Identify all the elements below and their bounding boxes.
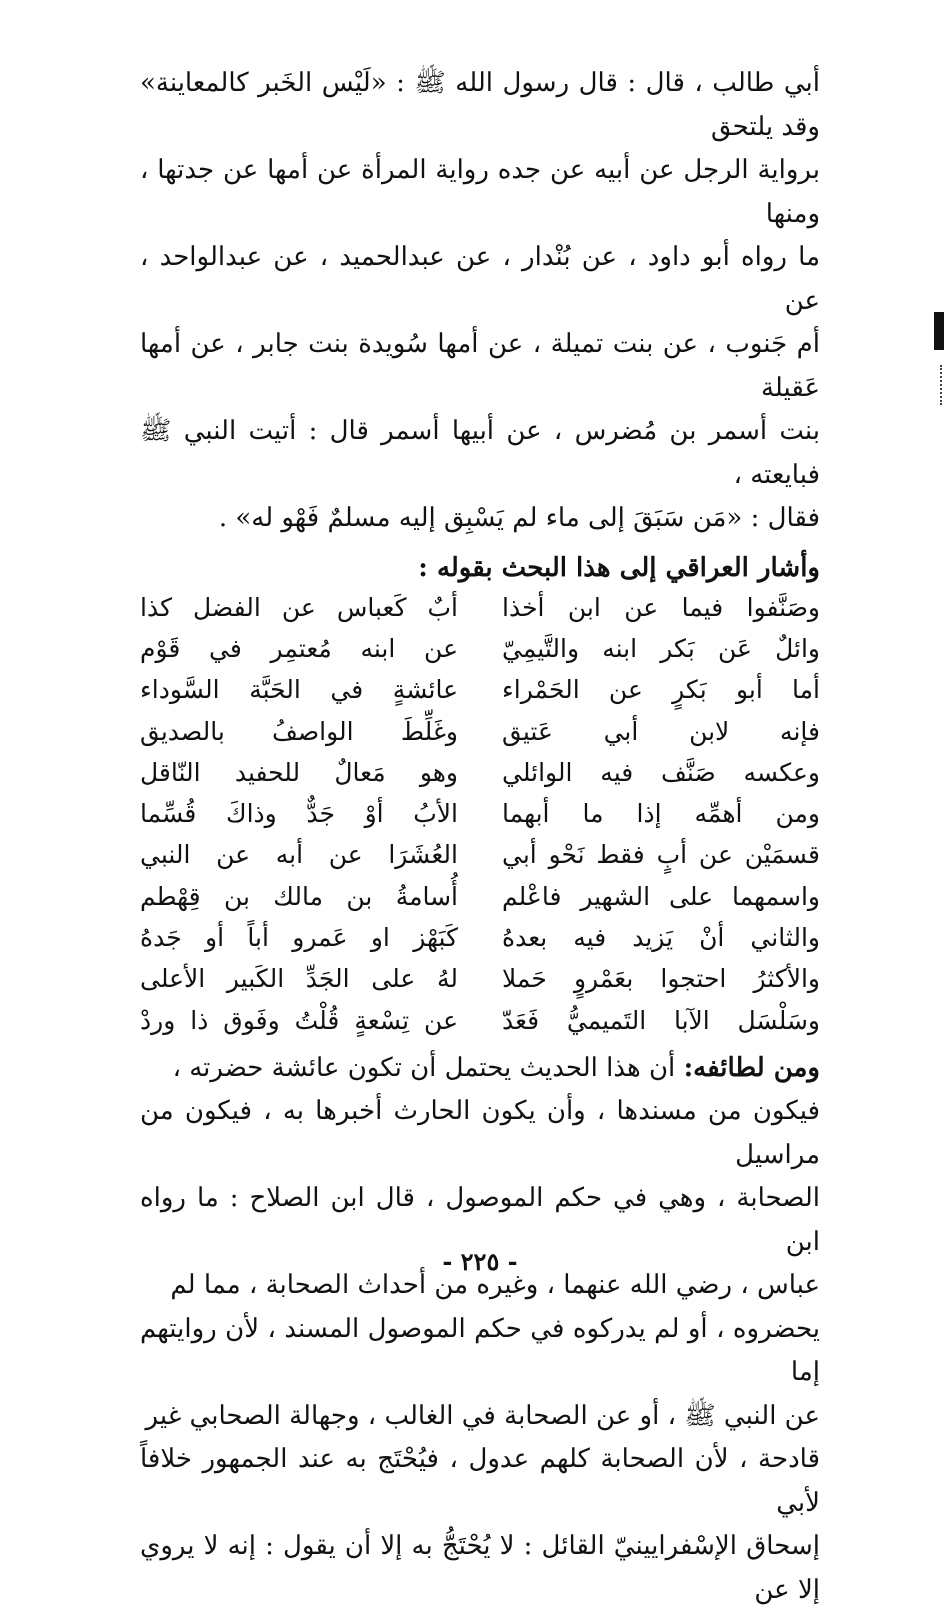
verse-row xyxy=(140,793,820,834)
paragraph-1 xyxy=(140,62,820,541)
section-heading: وأشار العراقي إلى هذا البحث بقوله : xyxy=(418,552,820,583)
verse-second-hemistich: عائشةٍ في الحَبَّة السَّوداء xyxy=(140,675,458,705)
verse-first-hemistich: وسَلْسَل الآبا التَميميُّ فَعَدّ xyxy=(502,1005,820,1035)
text-line: عباس ، رضي الله عنهما ، وغيره من أحداث الصحابة ، مما لم xyxy=(170,1270,820,1301)
verse-first-hemistich: ومن أهمِّه إذا ما أبهما xyxy=(502,799,820,829)
text-line: الصحابة ، وهي في حكم الموصول ، قال ابن الصلاح : ما رواه ابن xyxy=(140,1183,820,1257)
text-line: برواية الرجل عن أبيه عن جده رواية المرأة عن أمها عن جدتها ، ومنها xyxy=(140,155,820,229)
text-line: فيكون من مسندها ، وأن يكون الحارث أخبرها به ، فيكون من مراسيل xyxy=(140,1096,820,1170)
poem-verses xyxy=(140,587,820,1041)
verse-first-hemistich: قسمَيْن عن أبٍ فقط نَحْو أبي xyxy=(502,840,820,870)
text-line: قادحة ، لأن الصحابة كلهم عدول ، فيُحْتَج به عند الجمهور خلافاً لأبي xyxy=(140,1444,820,1518)
verse-row xyxy=(140,999,820,1040)
verse-second-hemistich: وغَلِّطَ الواصفُ بالصديق xyxy=(140,716,458,746)
paragraph-lead: ومن لطائفه: xyxy=(683,1052,820,1083)
verse-row xyxy=(140,587,820,628)
verse-row xyxy=(140,834,820,875)
verse-first-hemistich: واسمهما على الشهير فاعْلم xyxy=(502,881,820,911)
verse-row xyxy=(140,917,820,958)
verse-row xyxy=(140,752,820,793)
verse-first-hemistich: وعكسه صَنَّف فيه الوائلي xyxy=(502,757,820,787)
verse-first-hemistich: وائلٌ عَن بَكر ابنه والتَّيمِيّ xyxy=(502,633,820,663)
text-line xyxy=(140,1047,820,1091)
text-line: بنت أسمر بن مُضرس ، عن أبيها أسمر قال : أتيت النبي ﷺ فبايعته ، xyxy=(140,416,820,490)
text-line: ما رواه أبو داود ، عن بُنْدار ، عن عبدالحميد ، عن عبدالواحد ، عن xyxy=(140,242,820,316)
verse-second-hemistich: أُسامةُ بن مالك بن قِهْطم xyxy=(140,881,458,911)
verse-second-hemistich: وهو مَعالٌ للحفيد النّاقل xyxy=(140,757,458,787)
verse-first-hemistich: أما أبو بَكرٍ عن الحَمْراء xyxy=(502,675,820,705)
paragraph-2 xyxy=(140,1047,820,1612)
verse-row xyxy=(140,628,820,669)
verse-row xyxy=(140,958,820,999)
verse-second-hemistich: العُشَرَا عن أبه عن النبي xyxy=(140,840,458,870)
page-edge-mark xyxy=(934,312,944,350)
verse-first-hemistich: والأكثرُ احتجوا بعَمْروٍ حَملا xyxy=(502,964,820,994)
verse-second-hemistich: لهُ على الجَدِّ الكَبير الأعلى xyxy=(140,964,458,994)
verse-first-hemistich: وصَنَّفوا فيما عن ابن أخذا xyxy=(502,592,820,622)
verse-first-hemistich: والثاني أنْ يَزيد فيه بعدهُ xyxy=(502,923,820,953)
page-number: - ٢٢٥ - xyxy=(442,1247,518,1276)
text-line: عن النبي ﷺ ، أو عن الصحابة في الغالب ، وجهالة الصحابي غير xyxy=(145,1400,820,1431)
text-line: يحضروه ، أو لم يدركوه في حكم الموصول المسند ، لأن روايتهم إما xyxy=(140,1313,820,1388)
verse-second-hemistich: الأبُ أوْ جَدٌّ وذاكَ قُسِّما xyxy=(140,799,458,829)
verse-first-hemistich: فإنه لابن أبي عَتيق xyxy=(502,716,820,746)
text-line: أبي طالب ، قال : قال رسول الله ﷺ : «لَيْس الخَبر كالمعاينة» وقد يلتحق xyxy=(140,68,820,142)
book-page xyxy=(140,62,820,1605)
verse-row xyxy=(140,710,820,751)
text-line: إسحاق الإسْفرايينيّ القائل : لا يُحْتَجُّ به إلا أن يقول : إنه لا يروي إلا عن xyxy=(140,1531,820,1605)
paragraph-lead-rest: أن هذا الحديث يحتمل أن تكون عائشة حضرته ، xyxy=(172,1052,684,1083)
verse-row xyxy=(140,669,820,710)
verse-second-hemistich: كَبَهْز او عَمرو أباً أو جَدهُ xyxy=(140,923,458,953)
text-line: فقال : «مَن سَبَقَ إلى ماء لم يَسْبِق إليه مسلمٌ فَهْو له» . xyxy=(218,503,820,533)
verse-second-hemistich: عن ابنه مُعتمِر في قَوْم xyxy=(140,633,458,663)
page-edge-dots xyxy=(940,365,944,405)
verse-second-hemistich: أبٌ كَعباس عن الفضل كذا xyxy=(140,592,458,622)
verse-row xyxy=(140,876,820,917)
verse-second-hemistich: عن تِسْعةٍ قُلْتُ وفَوق ذا وردْ xyxy=(140,1005,458,1035)
text-line: أم جَنوب ، عن بنت تميلة ، عن أمها سُويدة بنت جابر ، عن أمها عَقيلة xyxy=(140,329,820,403)
